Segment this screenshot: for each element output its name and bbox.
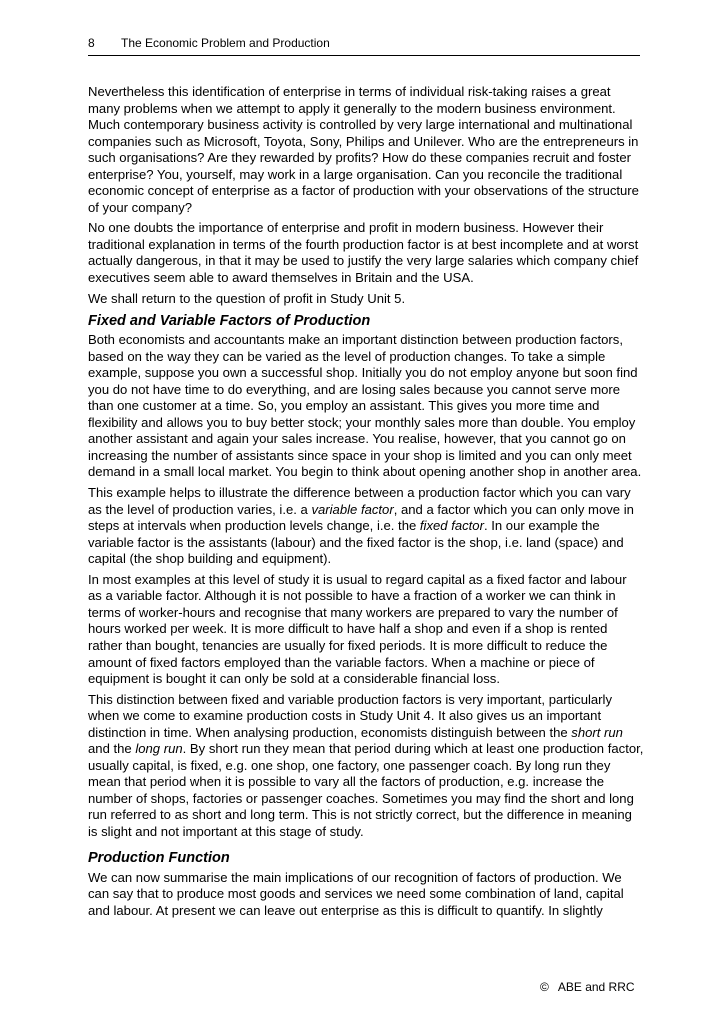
page-number: 8 [88, 36, 95, 50]
header-rule [88, 55, 640, 56]
term-variable-factor: variable factor [311, 501, 394, 517]
paragraph-enterprise-profit: No one doubts the importance of enterprise and profit in modern business. However their traditional explanation in terms of the fourth production factor is at best incomplete and at worst actually dangerous, in that it may be used to justify the very large salaries which company chief executives seem able to award themselves in Britain and the USA. [88, 220, 639, 286]
paragraph-capital-labour: In most examples at this level of study it is usual to regard capital as a fixed factor and labour as a variable factor. Although it is not possible to have a fraction of a worker we can think in terms of worker-hours and recognise that many workers are prepared to vary the number of hours worked per week. It is more difficult to have half a shop and even if a shop is rented rather than bought, tenancies are usually for fixed periods. It is more difficult to reduce the amount of fixed factors employed than the variable factors. When a machine or piece of equipment is bought it can only be sold at a considerable financial loss. [88, 571, 627, 687]
page-body [88, 84, 644, 923]
paragraph-shop-example: Both economists and accountants make an important distinction between production factors, based on the way they can be varied as the level of production changes. To take a simple example, suppose you own a successful shop. Initially you do not employ anyone but soon find you do not have time to do everything, and are losing sales because you cannot serve more than one customer at a time. So, you employ an assistant. This gives you more time and flexibility and allows you to buy better stock; your monthly sales more than double. You employ another assistant and again your sales increase. You realise, however, that you cannot go on increasing the number of assistants since space in your shop is limited and you can only meet demand in a small local market. You begin to think about opening another shop in another area. [88, 332, 642, 480]
running-title: The Economic Problem and Production [121, 36, 330, 50]
term-short-run: short run [571, 724, 623, 740]
paragraph-variable-fixed-definition: This example helps to illustrate the difference between a production factor which you can vary as the level of production varies, i.e. a variable factor, and a factor which you can only move in steps at intervals when production levels change, i.e. the fixed factor. In our example the variable factor is the assistants (labour) and the fixed factor is the shop, i.e. land (space) and capital (the shop building and equipment). [88, 485, 634, 567]
term-fixed-factor: fixed factor [419, 518, 484, 534]
term-long-run: long run [135, 741, 183, 757]
page-footer [540, 980, 635, 994]
section-heading-fixed-variable: Fixed and Variable Factors of Production [88, 313, 371, 330]
copyright-owner: ABE and RRC [557, 980, 635, 994]
copyright-symbol: © [540, 980, 549, 994]
paragraph-production-function: We can now summarise the main implications of our recognition of factors of production. We can say that to produce most goods and services we need some combination of land, capital and labour. At present we can leave out enterprise as this is difficult to quantify. In slightly [88, 869, 624, 918]
paragraph-profit-reference: We shall return to the question of profit in Study Unit 5. [88, 290, 406, 306]
paragraph-enterprise-risk: Nevertheless this identification of enterprise in terms of individual risk-taking raises a great many problems when we attempt to apply it generally to the modern business environment. Much contemporary business activity is controlled by very large international and multinational companies such as Microsoft, Toyota, Sony, Philips and Unilever. Who are the entrepreneurs in such organisations? Are they rewarded by profits? How do these companies recruit and foster enterprise? You, yourself, may work in a large organisation. Can you reconcile the traditional economic concept of enterprise as a factor of production with your observations of the structure of your company? [88, 84, 639, 215]
paragraph-short-long-run: This distinction between fixed and variable production factors is very important, particularly when we come to examine production costs in Study Unit 4. It also gives us an important distinction in time. When analysing production, economists distinguish between the short run and the long run. By short run they mean that period during which at least one production factor, usually capital, is fixed, e.g. one shop, one factory, one passenger coach. By long run they mean that period when it is possible to vary all the factors of production, e.g. increase the number of shops, factories or passenger coaches. Sometimes you may find the short and long run referred to as short and long term. This is not strictly correct, but the difference in meaning is slight and not important at this stage of study. [88, 691, 644, 839]
section-heading-production-function: Production Function [88, 849, 230, 866]
